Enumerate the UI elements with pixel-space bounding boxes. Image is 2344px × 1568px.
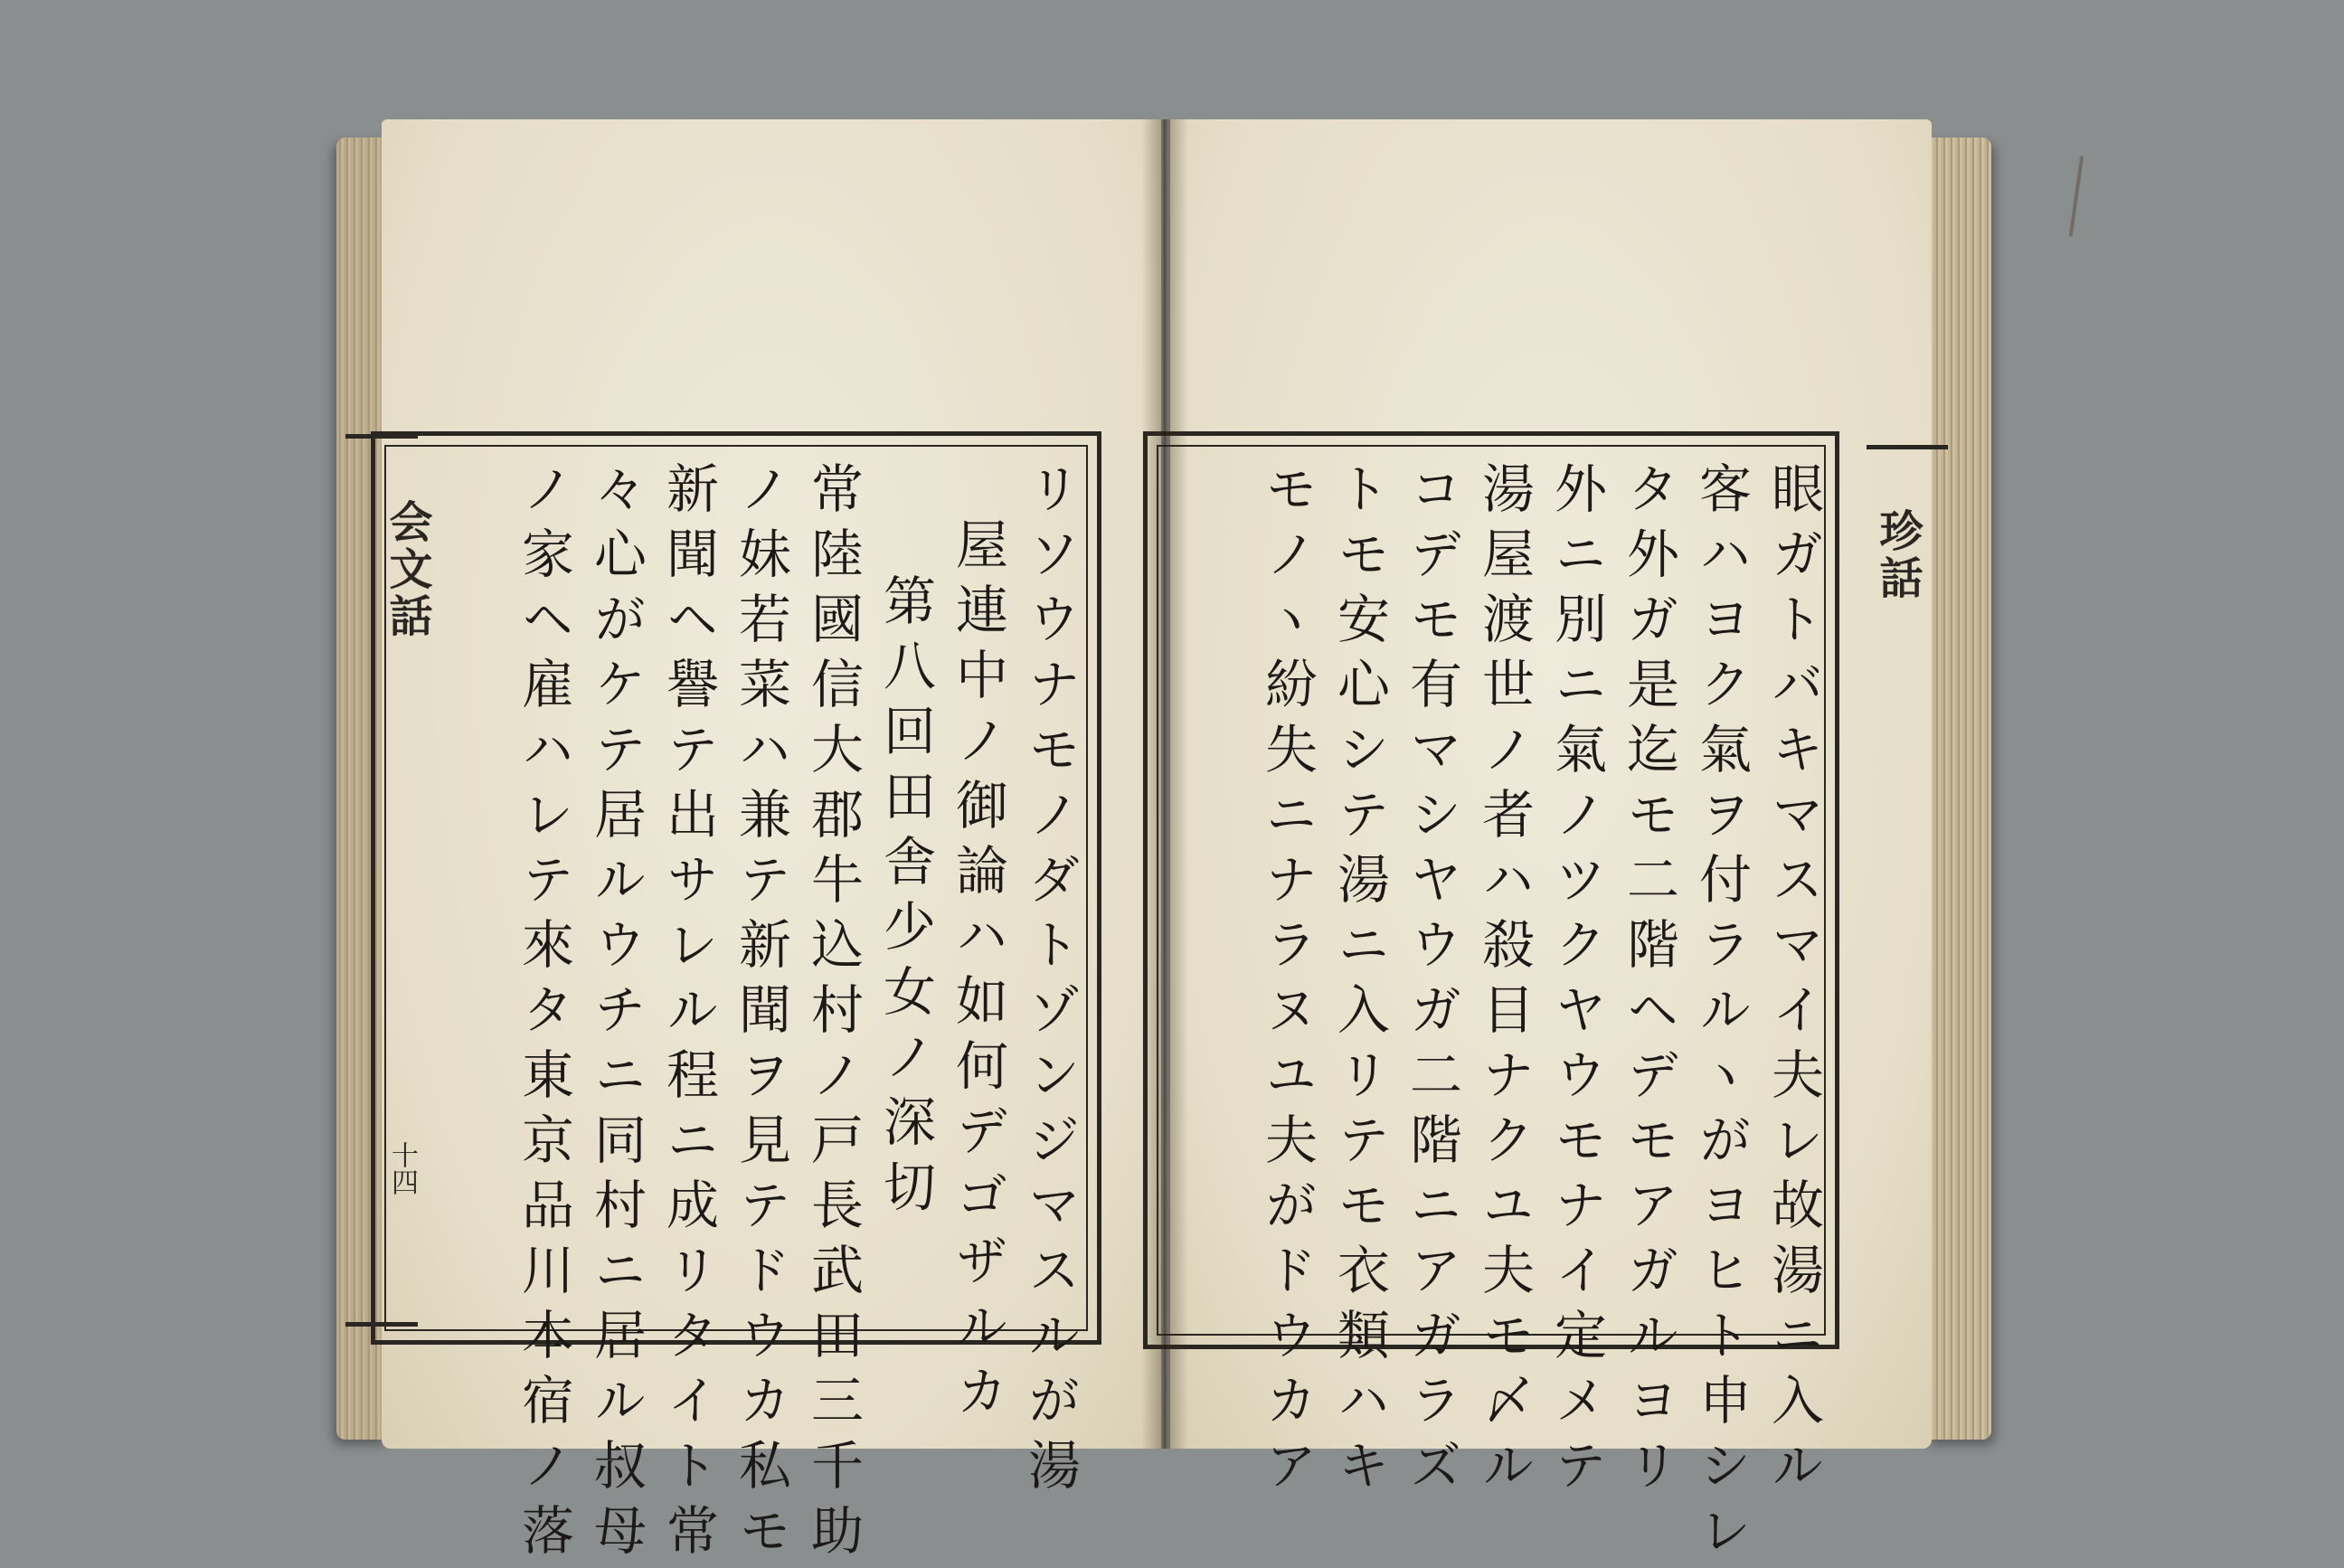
right-page <box>1170 119 1932 1568</box>
text-columns <box>445 461 1081 1568</box>
text-column: リソウナモノダトゾンジマスルが湯 <box>1019 461 1081 1503</box>
open-book <box>336 119 1991 1568</box>
text-column: 外ニ別ニ氣ノツクヤウモナイ定メテ <box>1545 461 1607 1503</box>
text-columns <box>1197 461 1824 1568</box>
text-column: 眼ガトバキマスマイ夫レ故湯ニ入ル <box>1763 461 1824 1503</box>
text-column: 々心がケテ居ルウチニ同村ニ居ル叔母 <box>585 461 647 1568</box>
text-column: 湯屋渡世ノ者ハ殺目ナクユ夫モ〆ル <box>1473 461 1535 1503</box>
left-page <box>382 119 1161 1568</box>
text-column: タ外ガ是迄モ二階ヘデモアガルヨリ <box>1618 461 1679 1503</box>
chapter-heading: 第八回田舎少女ノ深切 <box>874 573 936 1224</box>
text-column: 常陸國信大郡牛込村ノ戸長武田三千助 <box>802 461 864 1568</box>
margin-title: 会文話 <box>382 499 432 640</box>
page-number: 十四 <box>386 1141 418 1195</box>
text-column: コデモ有マシヤウガ二階ニアガラズ <box>1401 461 1462 1503</box>
text-column: モノヽ紛失ニナラヌユ夫がドウカア <box>1256 461 1318 1503</box>
text-column: ノ家ヘ雇ハレテ來タ東京品川本宿ノ落 <box>513 461 574 1568</box>
text-column: ノ妹若菜ハ兼テ新聞ヲ見テドウカ私モ <box>730 461 791 1568</box>
text-column: 客ハヨク氣ヲ付ラルヽがヨヒト申シレ <box>1690 461 1752 1568</box>
margin-rule-top <box>1867 445 1948 449</box>
book-edge-right <box>1926 137 1991 1440</box>
text-column: 新聞ヘ譽テ出サレル程ニ成リタイト常 <box>657 461 719 1568</box>
text-column: トモ安心シテ湯ニ入リテモ衣類ハキ <box>1328 461 1390 1503</box>
text-column: 屋連中ノ御論ハ如何デゴザルカ <box>947 517 1008 1429</box>
margin-title: 珍話 <box>1872 508 1923 602</box>
book-gutter <box>1141 119 1188 1449</box>
pencil-mark <box>2069 156 2084 237</box>
